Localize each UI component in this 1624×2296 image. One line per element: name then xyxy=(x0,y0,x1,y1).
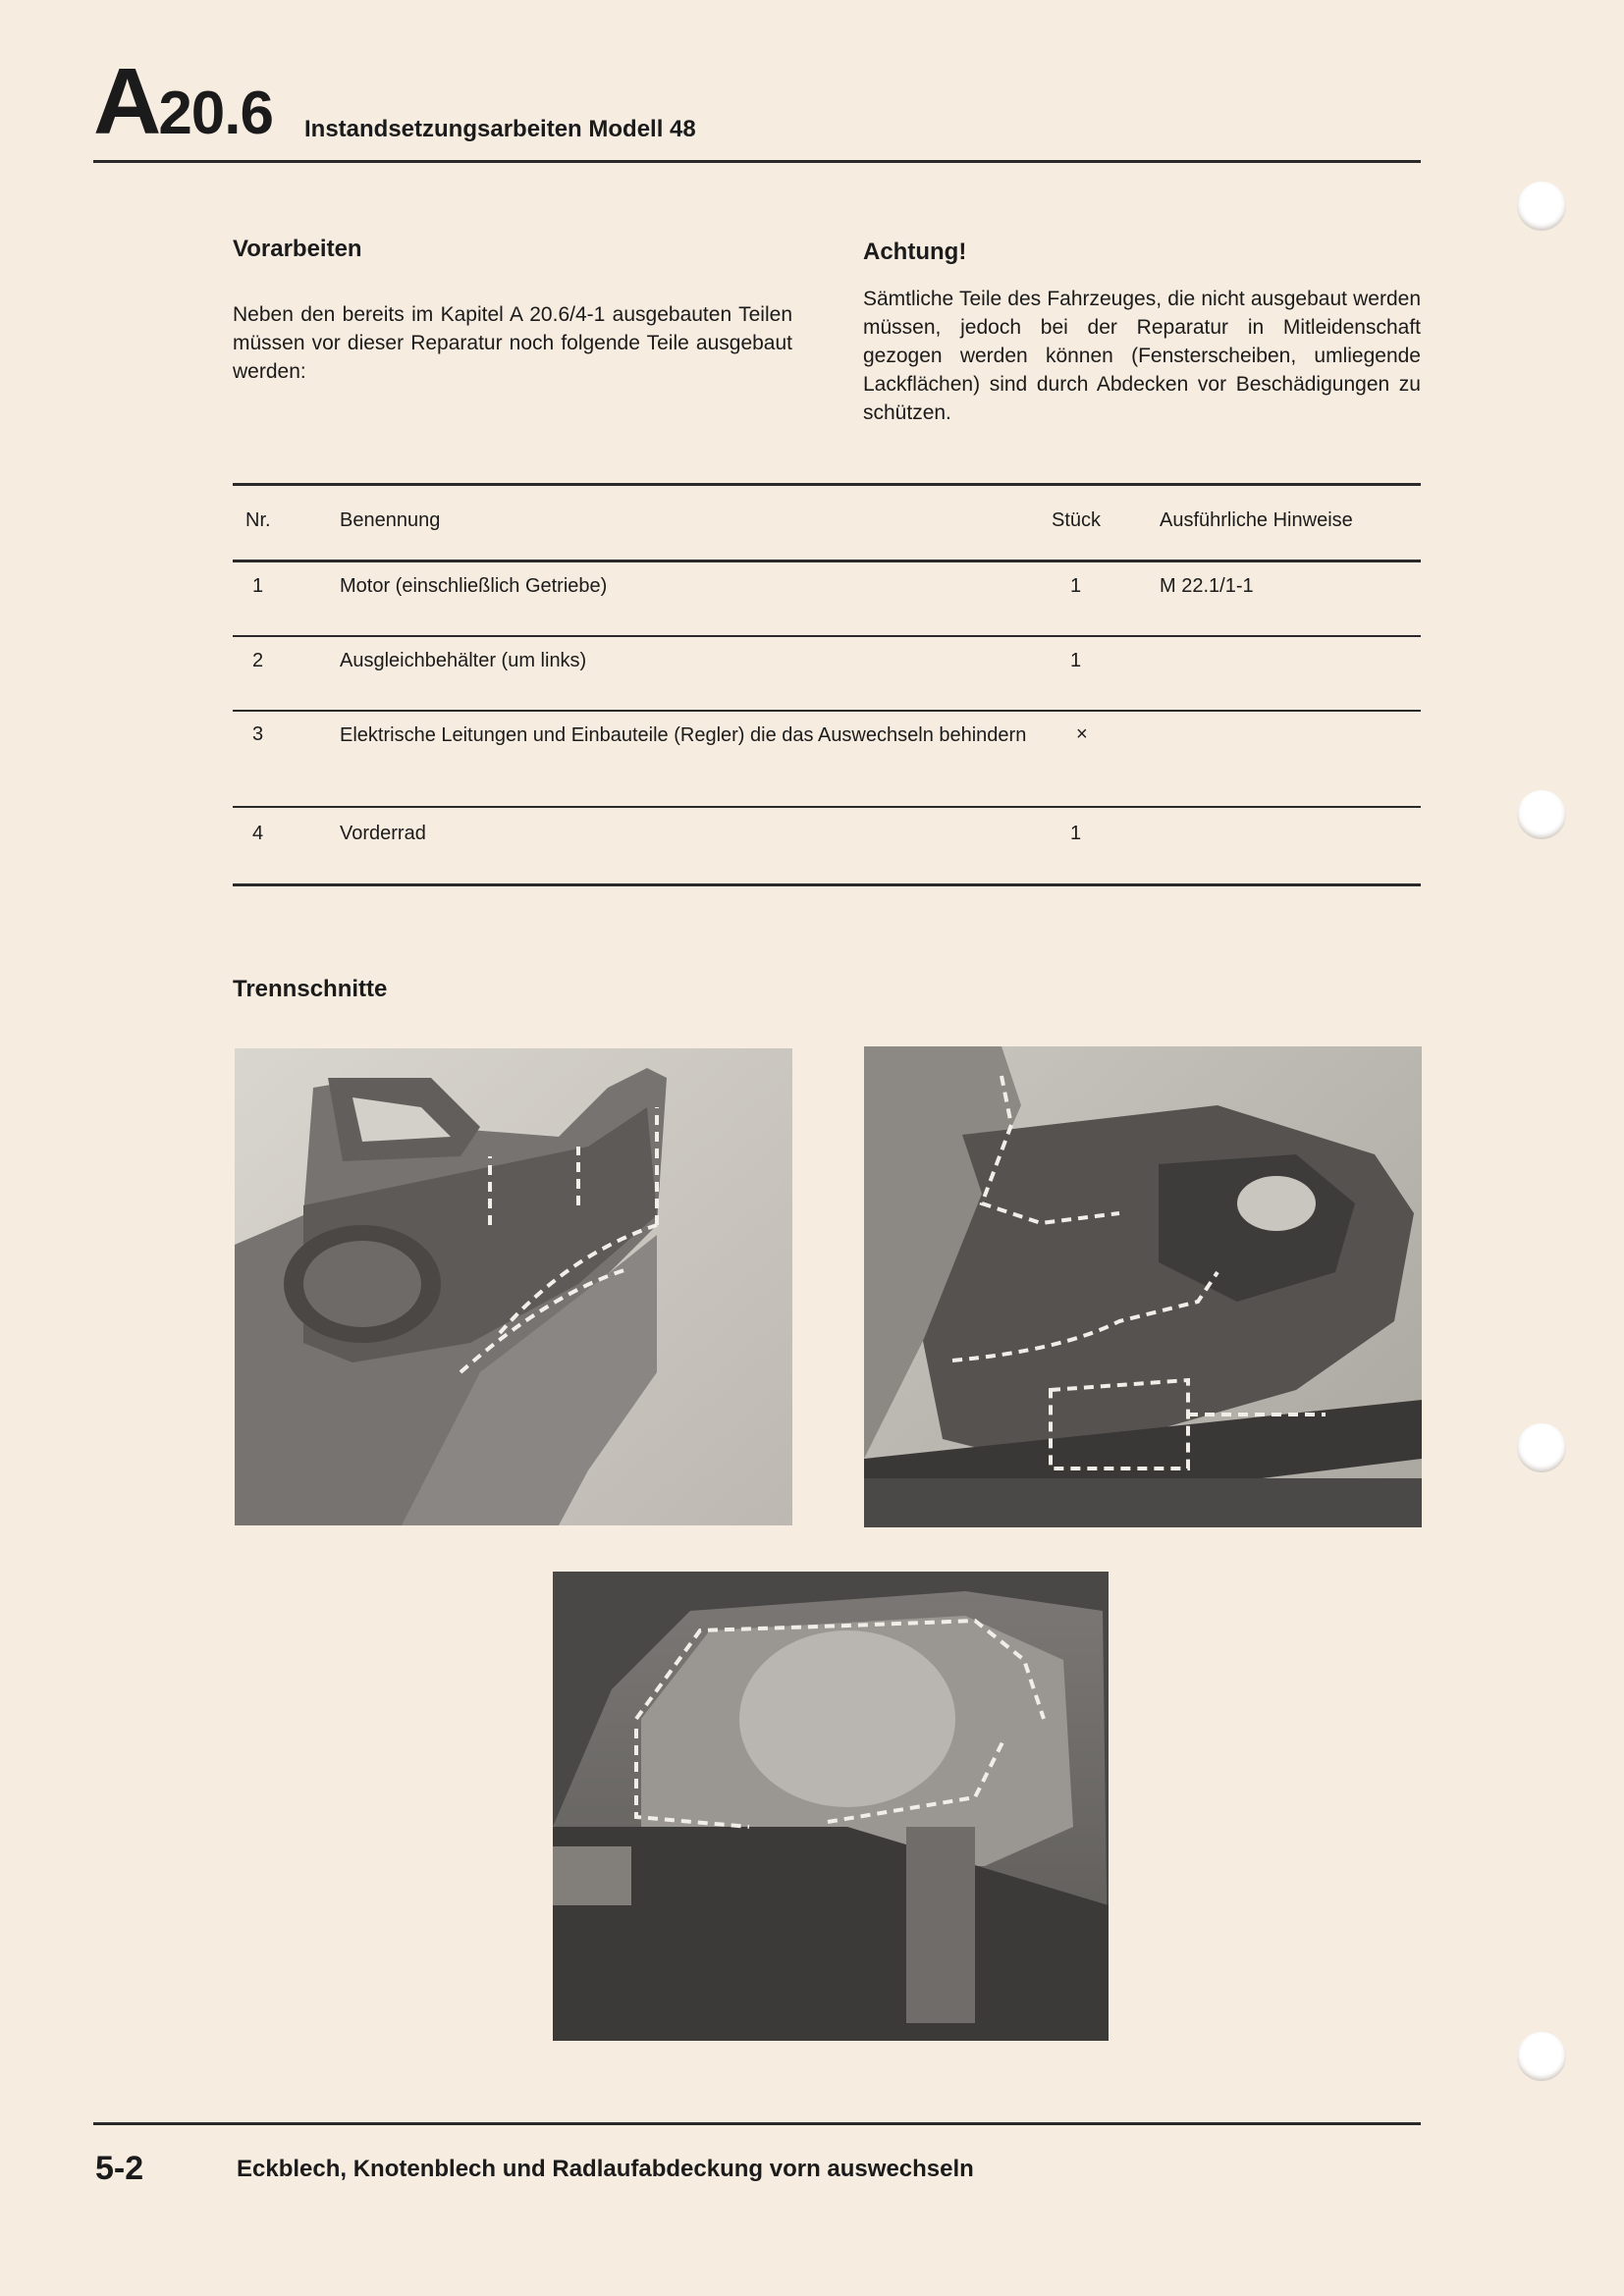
row4-qty: 1 xyxy=(1070,823,1082,844)
col-header-qty: Stück xyxy=(1052,509,1102,531)
row4-name: Vorderrad xyxy=(340,823,426,844)
binder-hole xyxy=(1517,1423,1566,1472)
binder-hole xyxy=(1517,182,1566,231)
achtung-text: Sämtliche Teile des Fahrzeuges, die nicht ausgebaut werden müssen, jedoch bei der Reparatur in Mitleidenschaft gezogen werden können (Fensterscheiben, umliegende Lackflächen) sind durch Abdecken vor Beschädigungen zu schützen. xyxy=(863,288,1421,424)
table-row-rule xyxy=(233,710,1421,712)
photo-cut-lines-side-view xyxy=(235,1048,792,1525)
vorarbeiten-heading: Vorarbeiten xyxy=(233,236,362,262)
footer-title: Eckblech, Knotenblech und Radlaufabdeckung vorn auswechseln xyxy=(237,2156,974,2182)
section-code-letter: A xyxy=(93,49,159,154)
section-code xyxy=(93,49,273,154)
row2-nr: 2 xyxy=(252,650,264,671)
row3-nr: 3 xyxy=(252,723,264,745)
col-header-nr: Nr. xyxy=(245,509,271,531)
row3-qty: × xyxy=(1076,723,1088,745)
binder-hole xyxy=(1517,790,1566,839)
vorarbeiten-text: Neben den bereits im Kapitel A 20.6/4-1 ausgebauten Teilen müssen vor dieser Reparatur noch folgende Teile ausgebaut werden: xyxy=(233,303,792,383)
row2-qty: 1 xyxy=(1070,650,1082,671)
row2-name: Ausgleichbehälter (um links) xyxy=(340,650,587,671)
page-number: 5-2 xyxy=(95,2150,144,2187)
table-row-rule xyxy=(233,806,1421,808)
page-title: Instandsetzungsarbeiten Modell 48 xyxy=(304,116,696,142)
table-top-rule xyxy=(233,483,1421,486)
row1-nr: 1 xyxy=(252,575,264,597)
photo-cut-lines-front-view xyxy=(553,1572,1109,2041)
col-header-notes: Ausführliche Hinweise xyxy=(1160,509,1353,531)
row1-name: Motor (einschließlich Getriebe) xyxy=(340,575,608,597)
table-row-rule xyxy=(233,635,1421,637)
footer-rule xyxy=(93,2122,1421,2125)
row1-qty: 1 xyxy=(1070,575,1082,597)
table-header-rule xyxy=(233,560,1421,562)
table-bottom-rule xyxy=(233,883,1421,886)
binder-hole xyxy=(1517,2032,1566,2081)
row4-nr: 4 xyxy=(252,823,264,844)
trennschnitte-heading: Trennschnitte xyxy=(233,976,388,1002)
row3-name: Elektrische Leitungen und Einbauteile (Regler) die das Auswechseln behindern xyxy=(340,724,1027,746)
header-rule xyxy=(93,160,1421,163)
achtung-heading: Achtung! xyxy=(863,239,967,265)
row1-notes: M 22.1/1-1 xyxy=(1160,575,1254,597)
section-code-number: 20.6 xyxy=(158,80,273,147)
col-header-name: Benennung xyxy=(340,509,441,531)
photo-cut-lines-wheel-arch xyxy=(864,1046,1422,1527)
